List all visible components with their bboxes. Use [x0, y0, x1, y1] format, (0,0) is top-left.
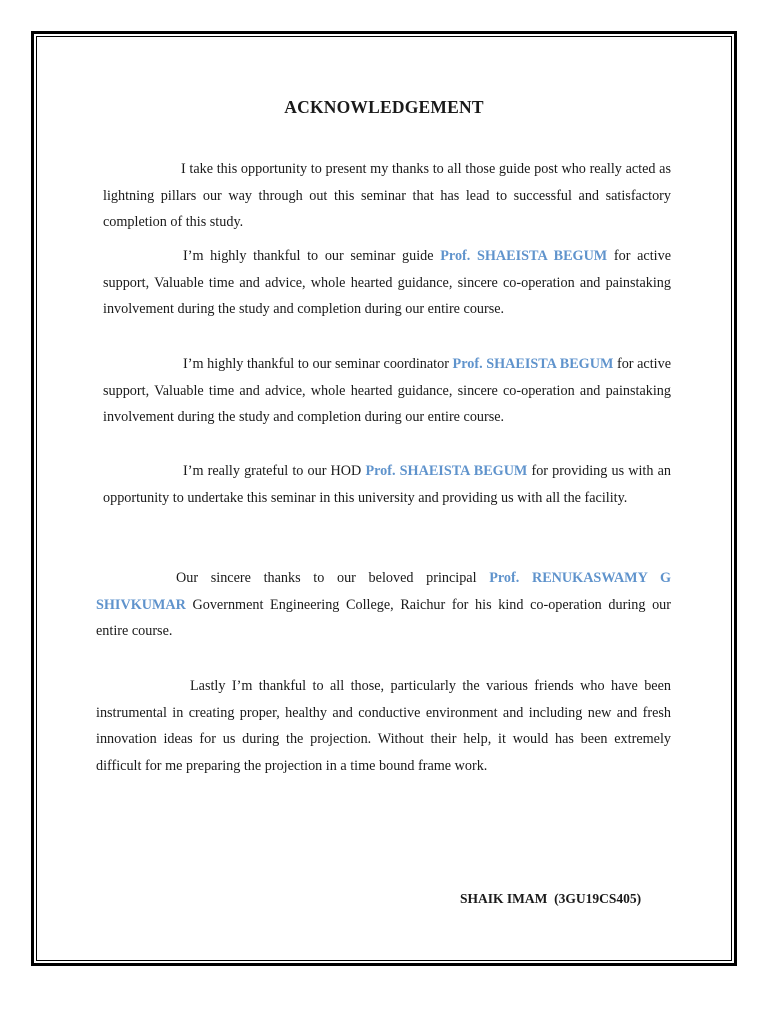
- paragraph-text-before: I’m really grateful to our HOD: [183, 463, 366, 479]
- paragraph-seminar-coordinator: [103, 351, 671, 431]
- paragraph-hod: [103, 458, 671, 511]
- paragraph-text-after: Government Engineering College, Raichur for his kind co-operation during our entire course.: [96, 596, 671, 639]
- highlighted-name: Prof. RENUKASWAMY G SHIVKUMAR: [96, 570, 671, 613]
- paragraph-text-before: Our sincere thanks to our beloved principal: [176, 570, 490, 586]
- paragraph-text-after: for providing us with an opportunity to undertake this seminar in this university and providing us with all the facility.: [103, 463, 671, 506]
- signature: SHAIK IMAM (3GU19CS405): [460, 891, 642, 906]
- paragraph-text-after: for active support, Valuable time and advice, whole hearted guidance, sincere co-operation and painstaking involvement during the study and completion during our entire course.: [103, 248, 671, 317]
- document-title: ACKNOWLEDGEMENT: [284, 97, 484, 117]
- highlighted-name: Prof. SHAEISTA BEGUM: [440, 248, 608, 264]
- paragraph-text-before: I’m highly thankful to our seminar coordinator: [183, 356, 453, 372]
- paragraph-principal: [96, 565, 671, 645]
- paragraph-text: Lastly I’m thankful to all those, particularly the various friends who have been instrumental in creating proper, healthy and conductive environment and including new and fresh innovation ideas for us during the projection. Without their help, it would has been extremely difficult for me preparing the projection in a time bound frame work.: [96, 678, 671, 774]
- highlighted-name: Prof. SHAEISTA BEGUM: [452, 356, 614, 372]
- highlighted-name: Prof. SHAEISTA BEGUM: [365, 463, 528, 479]
- paragraph-friends: [96, 673, 671, 779]
- paragraph-text-before: I’m highly thankful to our seminar guide: [183, 248, 441, 264]
- paragraph-text-after: for active support, Valuable time and advice, whole hearted guidance, sincere co-operation and painstaking involvement during the study and completion during our entire course.: [103, 356, 671, 425]
- paragraph-opportunity: [103, 156, 671, 236]
- paragraph-text: I take this opportunity to present my thanks to all those guide post who really acted as lightning pillars our way through out this seminar that has lead to successful and satisfactory completion of this study.: [103, 161, 671, 230]
- paragraph-seminar-guide: [103, 243, 671, 323]
